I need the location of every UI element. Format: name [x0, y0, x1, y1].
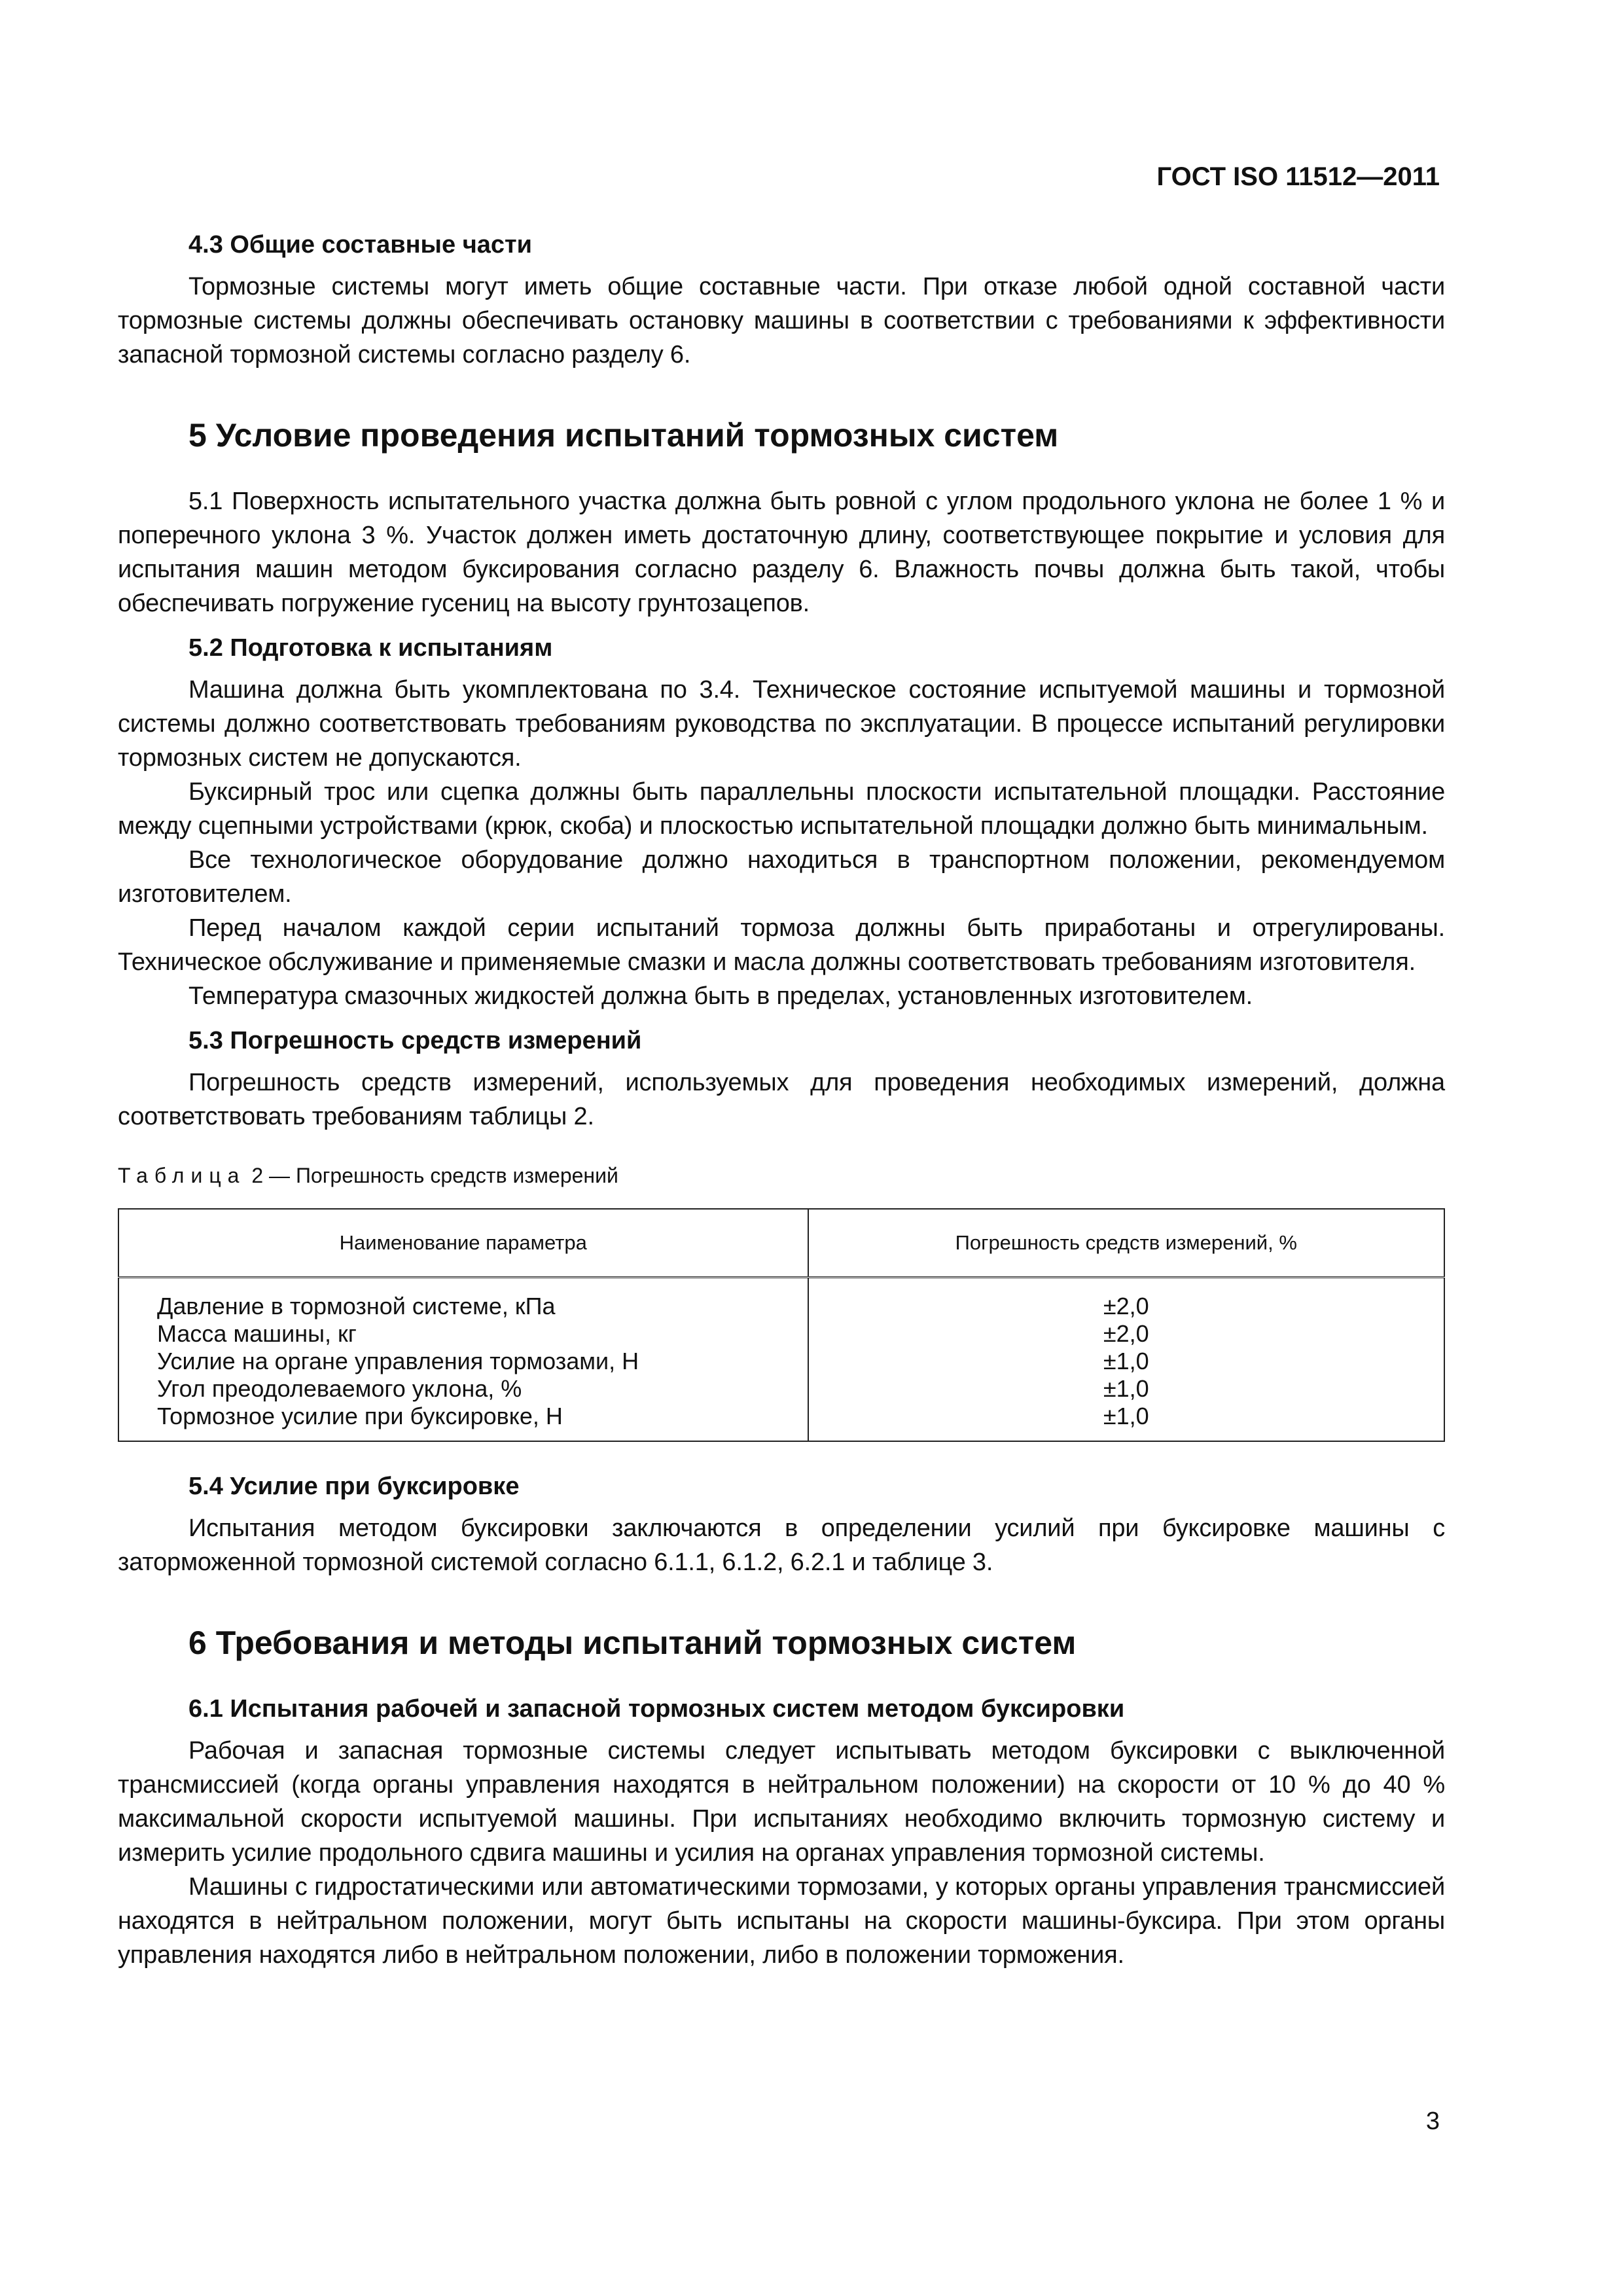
paragraph: Температура смазочных жидкостей должна быть в пределах, установленных изготовителем. [188, 982, 1253, 1010]
heading-5-3: 5.3 Погрешность средств измерений [188, 1027, 642, 1054]
paragraph: Рабочая и запасная тормозные системы следует испытывать методом буксировки с выключенной трансмиссией (когда органы управления находятся в нейтральном положении) на скорости от 10 % до 40 % максимальной скорости испытуемой машины. При испытаниях необходимо включить тормозную систему и измерить усилие продольного сдвига машины и усилия на органах управления тормозной системы. [118, 1737, 1445, 1867]
paragraph: Перед началом каждой серии испытаний тормоза должны быть приработаны и отрегулированы. Техническое обслуживание и применяемые смазки и масла должны соответствовать требованиям изготовителя. [118, 914, 1445, 976]
param-error: ±2,0 [808, 1278, 1444, 1321]
paragraph: Тормозные системы могут иметь общие составные части. При отказе любой одной составной части тормозные системы должны обеспечивать остановку машины в соответствии с требованиями к эффективности запасной тормозной системы согласно разделу 6. [118, 273, 1445, 368]
param-name: Тормозное усилие при буксировке, Н [118, 1403, 808, 1441]
table-row [118, 1278, 1444, 1321]
param-name: Давление в тормозной системе, кПа [118, 1278, 808, 1321]
standard-number: ГОСТ ISO 11512—2011 [1156, 162, 1440, 191]
table-caption-text: 2 — Погрешность средств измерений [251, 1164, 618, 1187]
table-caption [118, 1161, 1445, 1190]
heading-5-2: 5.2 Подготовка к испытаниям [188, 634, 553, 662]
param-error: ±2,0 [808, 1320, 1444, 1348]
paragraph: Машина должна быть укомплектована по 3.4. Техническое состояние испытуемой машины и тормозной системы должно соответствовать требованиям руководства по эксплуатации. В процессе испытаний регулировки тормозных систем не допускаются. [118, 676, 1445, 772]
table-row [118, 1403, 1444, 1441]
table-row [118, 1348, 1444, 1375]
table-header-row [118, 1209, 1444, 1278]
page-content [118, 228, 1445, 1972]
paragraph: Буксирный трос или сцепка должны быть параллельны плоскости испытательной площадки. Расстояние между сцепными устройствами (крюк, скоба) и плоскостью испытательной площадки должно быть минимальным. [118, 778, 1445, 840]
table-caption-label: Таблица [118, 1164, 246, 1187]
table-row [118, 1375, 1444, 1403]
param-name: Усилие на органе управления тормозами, Н [118, 1348, 808, 1375]
paragraph: Испытания методом буксировки заключаются в определении усилий при буксировке машины с заторможенной тормозной системой согласно 6.1.1, 6.1.2, 6.2.1 и таблице 3. [118, 1515, 1445, 1576]
heading-4-3: 4.3 Общие составные части [188, 231, 533, 259]
page-number: 3 [1425, 2108, 1440, 2135]
section-heading-6: 6 Требования и методы испытаний тормозных систем [188, 1624, 1077, 1661]
param-error: ±1,0 [808, 1403, 1444, 1441]
param-error: ±1,0 [808, 1348, 1444, 1375]
paragraph: 5.1 Поверхность испытательного участка должна быть ровной с углом продольного уклона не более 1 % и поперечного уклона 3 %. Участок должен иметь достаточную длину, соответствующее покрытие и условия для испытания машин методом буксирования согласно разделу 6. Влажность почвы должна быть такой, чтобы обеспечивать погружение гусениц на высоту грунтозацепов. [118, 488, 1445, 617]
paragraph: Погрешность средств измерений, используемых для проведения необходимых измерений, должна соответствовать требованиям таблицы 2. [118, 1069, 1445, 1130]
table-row [118, 1320, 1444, 1348]
measurement-error-table [118, 1208, 1445, 1442]
section-heading-5: 5 Условие проведения испытаний тормозных систем [188, 417, 1059, 454]
heading-6-1: 6.1 Испытания рабочей и запасной тормозных систем методом буксировки [188, 1695, 1125, 1723]
heading-5-4: 5.4 Усилие при буксировке [188, 1473, 520, 1500]
param-name: Масса машины, кг [118, 1320, 808, 1348]
paragraph: Машины с гидростатическими или автоматическими тормозами, у которых органы управления трансмиссией находятся в нейтральном положении, могут быть испытаны на скорости машины-буксира. При этом органы управления находятся либо в нейтральном положении, либо в положении торможения. [118, 1873, 1445, 1969]
param-error: ±1,0 [808, 1375, 1444, 1403]
paragraph: Все технологическое оборудование должно находиться в транспортном положении, рекомендуемом изготовителем. [118, 846, 1445, 908]
param-name: Угол преодолеваемого уклона, % [118, 1375, 808, 1403]
column-header: Наименование параметра [118, 1209, 808, 1278]
column-header: Погрешность средств измерений, % [808, 1209, 1444, 1278]
